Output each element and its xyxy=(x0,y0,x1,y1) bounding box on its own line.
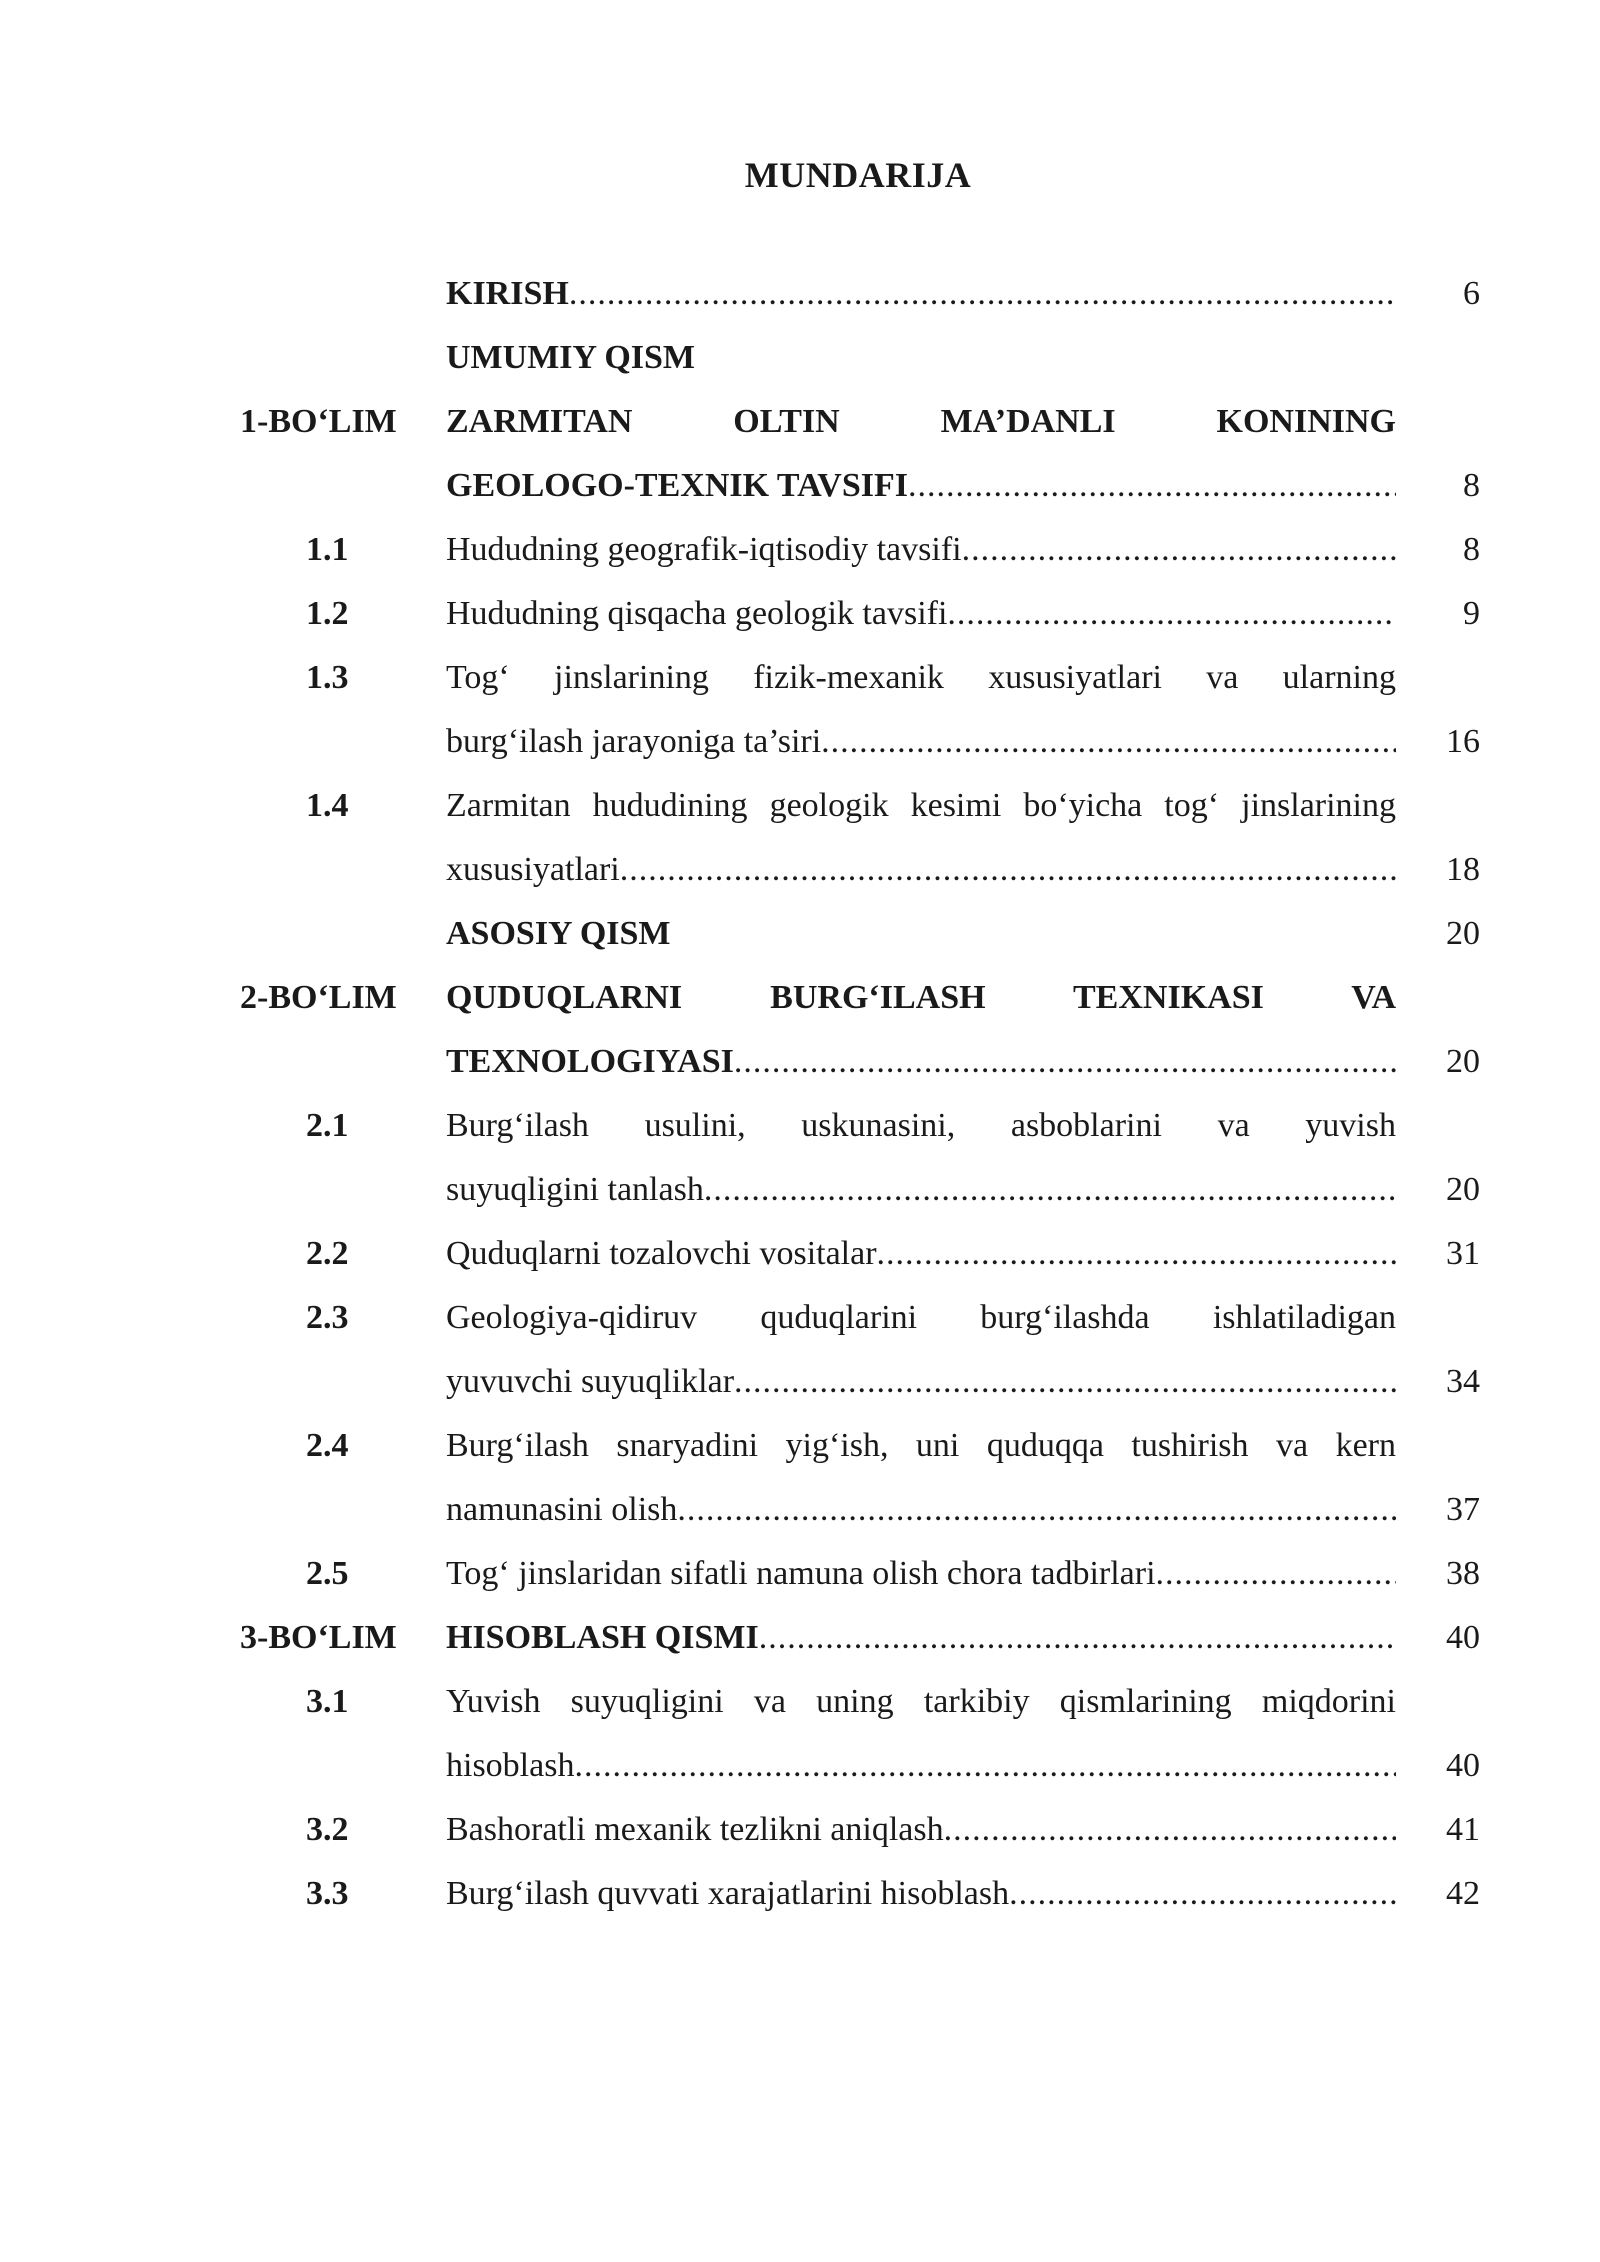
toc-entry-number: 1.3 xyxy=(306,659,349,696)
toc-entry-title xyxy=(446,1606,1396,1670)
toc-entry-line xyxy=(446,1222,1396,1286)
toc-entry-title xyxy=(446,518,1396,582)
toc-entry-line xyxy=(446,262,1396,326)
toc-entry-page-number: 41 xyxy=(1446,1811,1480,1848)
toc-entry-line: Burg‘ilash usulini, uskunasini, asboblarini va yuvish xyxy=(446,1107,1396,1144)
toc-entry xyxy=(240,774,1480,902)
toc-entry-line: Yuvish suyuqligini va uning tarkibiy qismlarining miqdorini xyxy=(446,1683,1396,1720)
page-title: MUNDARIJA xyxy=(744,155,972,195)
toc-entry-line-text: yuvuvchi suyuqliklar xyxy=(446,1363,735,1400)
toc-entry-title xyxy=(446,774,1396,902)
dot-leader xyxy=(620,838,1396,902)
toc-entry-page-number: 9 xyxy=(1463,595,1480,632)
toc-entry-page-number: 42 xyxy=(1446,1875,1480,1912)
toc-entry-number: 1.4 xyxy=(306,787,349,824)
toc-entry-title xyxy=(446,582,1396,646)
toc-entry-title xyxy=(446,1094,1396,1222)
dot-leader xyxy=(574,1734,1396,1798)
toc-entry-number: 3.2 xyxy=(306,1811,349,1848)
table-of-contents xyxy=(240,262,1480,1926)
toc-entry xyxy=(240,582,1480,646)
toc-entry-number: 2.5 xyxy=(306,1555,349,1592)
toc-entry-line-text: KIRISH xyxy=(446,275,569,312)
toc-entry-number: 2-BO‘LIM xyxy=(240,979,397,1016)
dot-leader xyxy=(962,518,1396,582)
dot-leader xyxy=(569,262,1396,326)
toc-entry-line xyxy=(446,1862,1396,1926)
toc-entry-page-number: 16 xyxy=(1446,723,1480,760)
toc-entry xyxy=(240,326,1480,390)
toc-entry xyxy=(240,518,1480,582)
toc-entry-line: Tog‘ jinslarining fizik-mexanik xususiyatlari va ularning xyxy=(446,659,1396,696)
toc-entry-line xyxy=(446,518,1396,582)
dot-leader xyxy=(1009,1862,1396,1926)
toc-entry-line-text: TEXNOLOGIYASI xyxy=(446,1043,734,1080)
toc-entry-page-number: 38 xyxy=(1446,1555,1480,1592)
toc-entry-line: ZARMITAN OLTIN MA’DANLI KONINING xyxy=(446,403,1396,440)
toc-entry-line-text: hisoblash xyxy=(446,1747,575,1784)
toc-entry xyxy=(240,1862,1480,1926)
toc-entry xyxy=(240,1286,1480,1414)
dot-leader xyxy=(704,1158,1396,1222)
dot-leader xyxy=(1156,1542,1396,1606)
toc-entry-title xyxy=(446,390,1396,518)
toc-entry-number: 1.1 xyxy=(306,531,349,568)
toc-entry-page-number: 37 xyxy=(1446,1491,1480,1528)
toc-entry xyxy=(240,1606,1480,1670)
toc-entry-line-text: Hududning geografik-iqtisodiy tavsifi xyxy=(446,531,962,568)
dot-leader xyxy=(759,1606,1396,1670)
toc-entry-page-number: 20 xyxy=(1446,915,1480,952)
toc-entry-page-number: 8 xyxy=(1463,531,1480,568)
toc-entry-title xyxy=(446,1414,1396,1542)
toc-entry-line-text: HISOBLASH QISMI xyxy=(446,1619,759,1656)
toc-entry-line-text: GEOLOGO-TEXNIK TAVSIFI xyxy=(446,467,908,504)
toc-entry-line-text: suyuqligini tanlash xyxy=(446,1171,704,1208)
toc-entry-title xyxy=(446,1670,1396,1798)
toc-entry xyxy=(240,966,1480,1094)
toc-entry-page-number: 40 xyxy=(1446,1619,1480,1656)
toc-entry-line xyxy=(446,1542,1396,1606)
toc-entry xyxy=(240,1414,1480,1542)
toc-entry-number: 3-BO‘LIM xyxy=(240,1619,397,1656)
toc-entry-line xyxy=(446,1478,1396,1542)
toc-entry-line-text: xususiyatlari xyxy=(446,851,620,888)
toc-entry xyxy=(240,1798,1480,1862)
toc-entry-line-text: Burg‘ilash quvvati xarajatlarini hisoblash xyxy=(446,1875,1010,1912)
toc-entry-page-number: 31 xyxy=(1446,1235,1480,1272)
toc-entry-line xyxy=(446,582,1396,646)
toc-entry xyxy=(240,1222,1480,1286)
toc-entry-line: Geologiya-qidiruv quduqlarini burg‘ilashda ishlatiladigan xyxy=(446,1299,1396,1336)
toc-entry xyxy=(240,902,1480,966)
toc-entry-title xyxy=(446,262,1396,326)
toc-entry xyxy=(240,390,1480,518)
toc-entry-line-text: burg‘ilash jarayoniga ta’siri xyxy=(446,723,822,760)
dot-leader xyxy=(944,1798,1396,1862)
toc-entry-number: 3.1 xyxy=(306,1683,349,1720)
toc-entry-line: ASOSIY QISM xyxy=(446,915,671,952)
toc-entry-line: QUDUQLARNI BURG‘ILASH TEXNIKASI VA xyxy=(446,979,1396,1016)
toc-entry-number: 1-BO‘LIM xyxy=(240,403,397,440)
toc-entry-line-text: Tog‘ jinslaridan sifatli namuna olish chora tadbirlari xyxy=(446,1555,1156,1592)
toc-entry-title xyxy=(446,1286,1396,1414)
dot-leader xyxy=(734,1030,1396,1094)
toc-entry-title xyxy=(446,1798,1396,1862)
toc-entry-line xyxy=(446,454,1396,518)
dot-leader xyxy=(908,454,1396,518)
dot-leader xyxy=(877,1222,1396,1286)
toc-entry-number: 2.2 xyxy=(306,1235,349,1272)
toc-entry-line xyxy=(446,1030,1396,1094)
toc-entry-line xyxy=(446,1350,1396,1414)
toc-entry-number: 3.3 xyxy=(306,1875,349,1912)
toc-entry-page-number: 20 xyxy=(1446,1043,1480,1080)
toc-entry-number: 2.3 xyxy=(306,1299,349,1336)
toc-entry-line-text: Hududning qisqacha geologik tavsifi xyxy=(446,595,948,632)
toc-entry-line xyxy=(446,1606,1396,1670)
toc-entry-line xyxy=(446,1734,1396,1798)
toc-entry-title xyxy=(446,902,1396,966)
dot-leader xyxy=(947,582,1396,646)
toc-entry-line xyxy=(446,838,1396,902)
toc-entry-line xyxy=(446,710,1396,774)
toc-entry-page-number: 20 xyxy=(1446,1171,1480,1208)
toc-entry-title xyxy=(446,646,1396,774)
toc-entry xyxy=(240,646,1480,774)
toc-entry-title xyxy=(446,1542,1396,1606)
toc-entry-line-text: Bashoratli mexanik tezlikni aniqlash xyxy=(446,1811,944,1848)
toc-entry-title xyxy=(446,1862,1396,1926)
toc-entry-line: Zarmitan hududining geologik kesimi bo‘yicha tog‘ jinslarining xyxy=(446,787,1396,824)
toc-entry-page-number: 6 xyxy=(1463,275,1480,312)
toc-entry xyxy=(240,1670,1480,1798)
toc-entry-line-text: namunasini olish xyxy=(446,1491,678,1528)
toc-entry-page-number: 40 xyxy=(1446,1747,1480,1784)
dot-leader xyxy=(734,1350,1396,1414)
toc-entry-page-number: 8 xyxy=(1463,467,1480,504)
toc-entry-number: 1.2 xyxy=(306,595,349,632)
toc-entry-number: 2.1 xyxy=(306,1107,349,1144)
toc-entry xyxy=(240,1542,1480,1606)
toc-entry-line: Burg‘ilash snaryadini yig‘ish, uni quduqqa tushirish va kern xyxy=(446,1427,1396,1464)
toc-entry-line xyxy=(446,1158,1396,1222)
toc-entry-title xyxy=(446,326,1396,390)
toc-entry-line xyxy=(446,1798,1396,1862)
dot-leader xyxy=(821,710,1396,774)
toc-entry-title xyxy=(446,966,1396,1094)
toc-entry-number: 2.4 xyxy=(306,1427,349,1464)
toc-entry-title xyxy=(446,1222,1396,1286)
toc-entry xyxy=(240,1094,1480,1222)
toc-entry-line-text: Quduqlarni tozalovchi vositalar xyxy=(446,1235,877,1272)
toc-entry-line: UMUMIY QISM xyxy=(446,339,695,376)
toc-entry xyxy=(240,262,1480,326)
toc-entry-page-number: 18 xyxy=(1446,851,1480,888)
dot-leader xyxy=(677,1478,1396,1542)
toc-entry-page-number: 34 xyxy=(1446,1363,1480,1400)
